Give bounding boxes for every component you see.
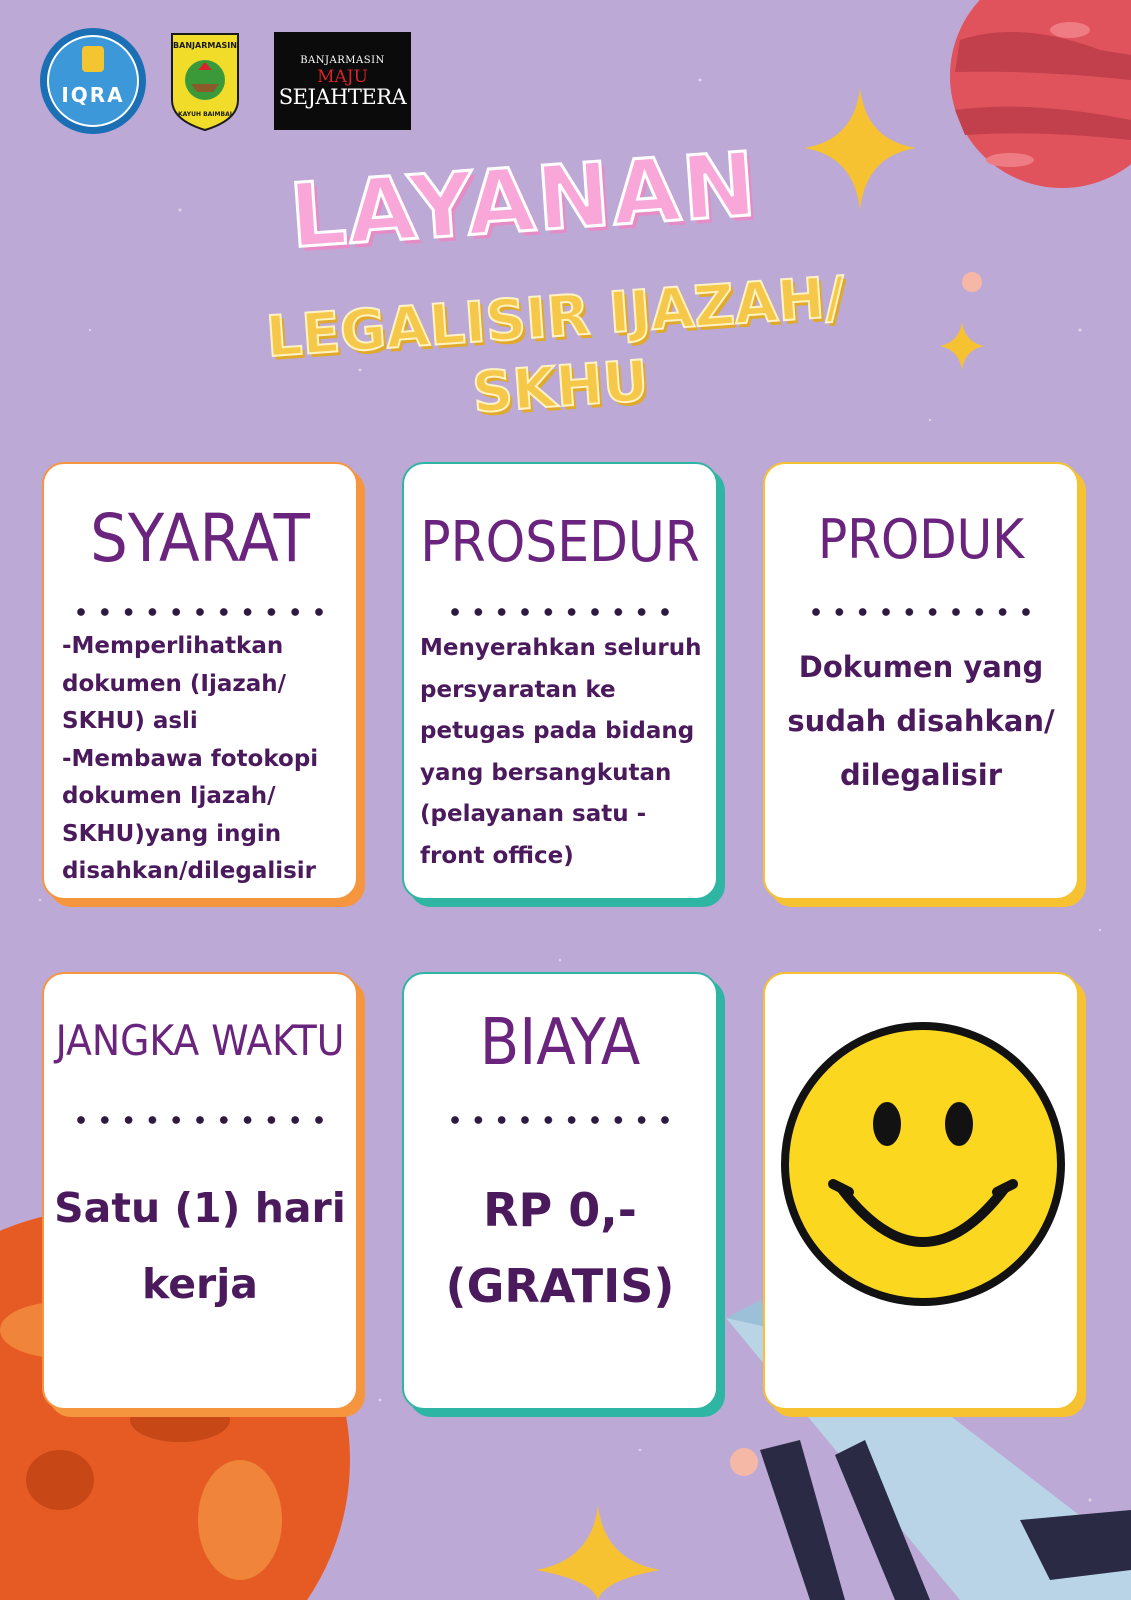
title-sub-line1: LEGALISIR IJAZAH/ <box>264 264 847 371</box>
body-line: persyaratan ke <box>420 676 616 703</box>
card-smiley <box>763 972 1079 1410</box>
card-title: PROSEDUR <box>420 510 700 575</box>
body-line: SKHU)yang ingin <box>62 820 282 847</box>
card-title: BIAYA <box>479 1006 641 1080</box>
body-line: yang bersangkutan <box>420 759 672 786</box>
body-line: front office) <box>420 842 574 869</box>
dotted-divider <box>805 606 1037 618</box>
card-title: SYARAT <box>90 500 310 577</box>
title-main: LAYANAN <box>286 132 762 268</box>
body-line: Satu (1) hari <box>54 1184 346 1232</box>
body-line: (GRATIS) <box>445 1259 675 1313</box>
maju-logo-line1: BANJARMASIN <box>300 54 385 66</box>
title-sub-line2: SKHU <box>470 348 651 426</box>
title-block <box>0 0 1131 450</box>
card-biaya <box>402 972 718 1410</box>
body-line: RP 0,- <box>483 1183 637 1237</box>
dotted-divider <box>70 606 330 618</box>
card-title: JANGKA WAKTU <box>55 1016 345 1065</box>
body-line: -Memperlihatkan <box>62 633 284 659</box>
svg-text:BANJARMASIN: BANJARMASIN <box>173 41 237 50</box>
card-jangka-waktu <box>42 972 358 1410</box>
body-line: dilegalisir <box>839 758 1003 792</box>
maju-logo-line2: MAJU <box>317 66 368 87</box>
card-produk <box>763 462 1079 900</box>
body-line: -Membawa fotokopi <box>62 745 319 772</box>
body-line: (pelayanan satu - <box>420 801 647 827</box>
svg-text:IQRA: IQRA <box>61 83 125 107</box>
card-prosedur <box>402 462 718 900</box>
title-sub <box>234 261 882 445</box>
body-line: disahkan/dilegalisir <box>62 858 317 884</box>
dotted-divider <box>70 1114 330 1126</box>
body-line: Menyerahkan seluruh <box>420 635 702 661</box>
body-line: dokumen Ijazah/ <box>62 783 276 809</box>
dotted-divider <box>444 606 676 618</box>
body-line: sudah disahkan/ <box>787 704 1055 738</box>
card-body <box>420 628 702 877</box>
body-line: dokumen (Ijazah/ <box>62 670 287 697</box>
maju-logo-line3: SEJAHTERA <box>278 84 407 109</box>
svg-text:KAYUH BAIMBAI: KAYUH BAIMBAI <box>178 111 232 118</box>
smiley-face-icon <box>779 1020 1067 1308</box>
body-line: SKHU) asli <box>62 708 198 734</box>
dotted-divider <box>444 1114 676 1126</box>
card-body <box>44 1170 356 1322</box>
card-title: PRODUK <box>817 508 1025 571</box>
body-line: petugas pada bidang <box>420 718 695 744</box>
card-body <box>62 628 318 891</box>
card-body <box>765 640 1077 802</box>
body-line: Dokumen yang <box>798 650 1044 684</box>
card-syarat <box>42 462 358 900</box>
body-line: kerja <box>142 1260 258 1308</box>
card-body <box>404 1172 716 1324</box>
